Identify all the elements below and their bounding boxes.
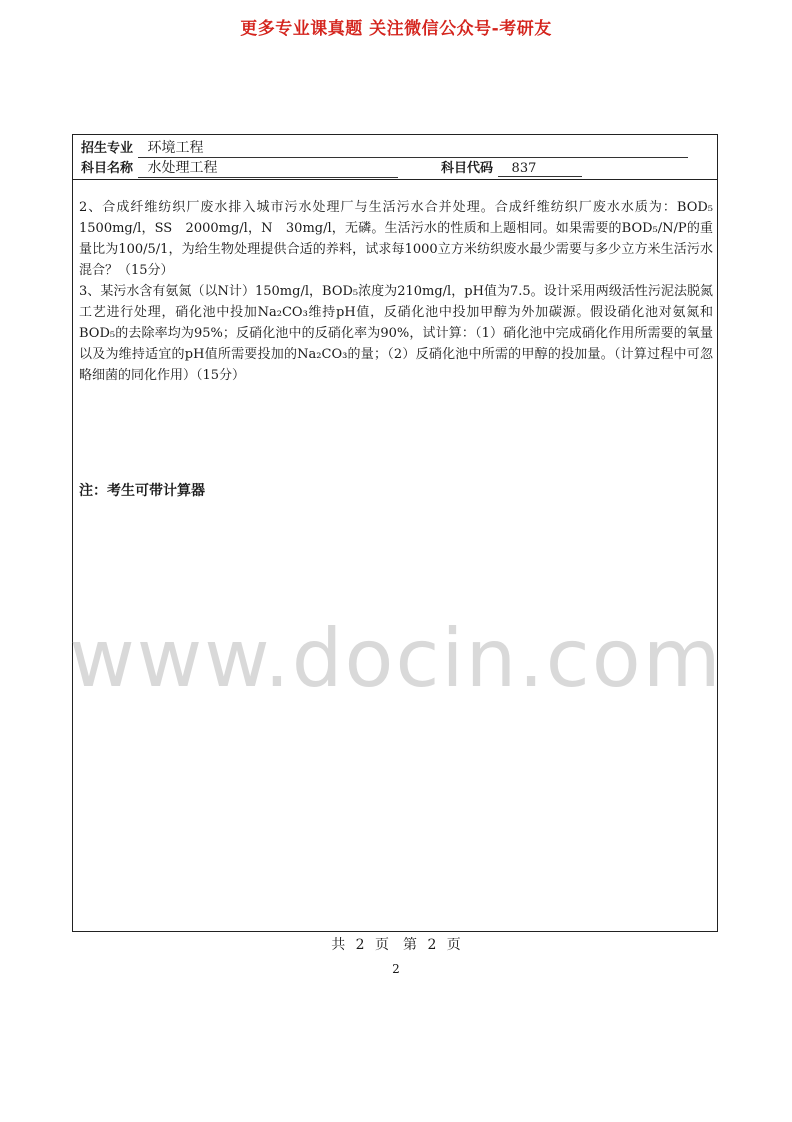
subject-row	[81, 157, 711, 178]
question-body	[79, 197, 713, 386]
calculator-note: 注：考生可带计算器	[79, 483, 205, 499]
subject-value: 水处理工程	[138, 157, 398, 178]
question-3: 3、某污水含有氨氮（以N计）150mg/l，BOD₅浓度为210mg/l，pH值为7.5。设计采用两级活性污泥法脱氮工艺进行处理，硝化池中投加Na₂CO₃维持pH值，反硝化池中投加甲醇为外加碳源。假设硝化池对氨氮和BOD₅的去除率均为95%；反硝化池中的反硝化率为90%，试计算：（1）硝化池中完成硝化作用所需要的氧量以及为维持适宜的pH值所需要投加的Na₂CO₃的量；（2）反硝化池中所需的甲醇的投加量。（计算过程中可忽略细菌的同化作用）（15分）	[79, 284, 713, 383]
page-footer: 共 2 页 第 2 页	[331, 937, 461, 953]
major-row	[81, 137, 688, 158]
subject-code-group	[441, 157, 582, 177]
major-label: 招生专业	[81, 141, 134, 156]
promo-banner: 更多专业课真题 关注微信公众号-考研友	[240, 19, 552, 39]
code-label: 科目代码	[441, 161, 494, 176]
header-divider	[73, 179, 717, 180]
watermark: www.docin.com	[69, 612, 723, 705]
question-2: 2、合成纤维纺织厂废水排入城市污水处理厂与生活污水合并处理。合成纤维纺织厂废水水质为：BOD₅ 1500mg/l，SS 2000mg/l，N 30mg/l，无磷。生活污水的性质和上题相同。如果需要的BOD₅/N/P的重量比为100/5/1，为给生物处理提供合适的养料，试求每1000立方米纺织废水最少需要与多少立方米生活污水混合？（15分）	[79, 200, 713, 278]
major-value: 环境工程	[138, 137, 688, 158]
subject-label: 科目名称	[81, 161, 134, 176]
page-number: 2	[392, 962, 400, 976]
code-value: 837	[498, 161, 582, 177]
exam-sheet	[72, 134, 718, 932]
